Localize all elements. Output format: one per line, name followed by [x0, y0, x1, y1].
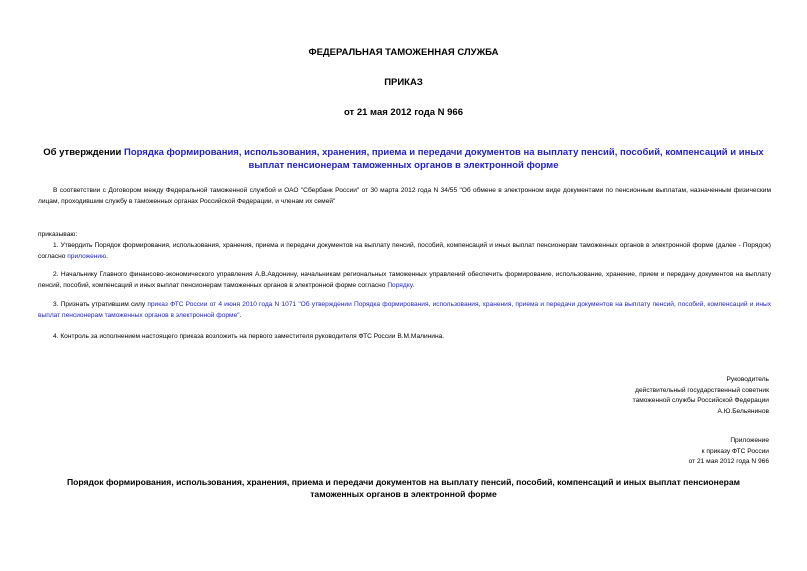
item-3-paragraph — [38, 300, 771, 321]
item-1-end: . — [106, 252, 108, 260]
appendix-ref-line-2: к приказу ФТС России — [701, 447, 769, 455]
order-title — [40, 146, 767, 172]
item-3-text: 3. Признать утратившим силу — [53, 301, 148, 308]
preamble-paragraph: В соответствии с Договором между Федеральной таможенной службой и ОАО "Сбербанк России" от 30 марта 2012 года N 34/55 "Об обмене в электронном виде документами по пенсионным выплатам, назначенным физическим лицам, проходившим службу в таможенных органах Российской Федерации, и членам их семей" — [38, 187, 771, 205]
signature-block — [633, 375, 769, 417]
doc-type-heading: ПРИКАЗ — [384, 77, 423, 88]
item-3-end: . — [239, 311, 242, 319]
appendix-ref-line-1: Приложение — [730, 437, 769, 444]
item-3-link[interactable]: приказ ФТС России от 4 июня 2010 года N 1071 "Об утверждении Порядка формирования, использования, хранения, приема и передачи документов на выплату пенсий, пособий, компенсаций и иных выплат пенсионерам таможенных органов в электронной форме" — [38, 301, 771, 319]
appendix-ref-line-3: от 21 мая 2012 года N 966 — [688, 458, 769, 465]
signature-rank: действительный государственный советник — [635, 386, 769, 394]
date-number-heading: от 21 мая 2012 года N 966 — [343, 107, 464, 118]
signature-rank-cont: таможенной службы Российской Федерации — [632, 397, 769, 404]
item-1-text: 1. Утвердить Порядок формирования, использования, хранения, приема и передачи документов на выплату пенсий, пособий, компенсаций и иных выплат пенсионерам таможенных органов в электронной форме (далее - Порядок) согласно — [38, 242, 771, 260]
item-4-paragraph: 4. Контроль за исполнением настоящего приказа возложить на первого заместителя руководителя ФТС России В.М.Малинина. — [53, 333, 445, 340]
item-2-end: . — [412, 281, 415, 289]
order-title-prefix: Об утверждении — [43, 147, 124, 158]
item-1-paragraph — [38, 241, 771, 262]
appendix-title: Порядок формирования, использования, хранения, приема и передачи документов на выплату пенсий, пособий, компенсаций и иных выплат пенсионерам таможенных органов в электронной форме — [66, 477, 741, 499]
order-title-link[interactable]: Порядка формирования, использования, хранения, приема и передачи документов на выплату пенсий, пособий, компенсаций и иных выплат пенсионерам таможенных органов в электронной форме — [124, 147, 764, 171]
appendix-reference — [689, 436, 769, 468]
item-2-link[interactable]: Порядку — [387, 281, 413, 289]
agency-heading: ФЕДЕРАЛЬНАЯ ТАМОЖЕННАЯ СЛУЖБА — [308, 47, 499, 58]
order-word: приказываю: — [38, 231, 78, 238]
item-2-paragraph — [38, 270, 771, 291]
item-2-text: 2. Начальнику Главного финансово-экономического управления А.В.Авдонину, начальникам региональных таможенных управлений обеспечить формирование, использование, хранение, прием и передачу документов на выплату пенсий, пособий, компенсаций и иных выплат пенсионерам таможенных органов в электронной форме согласно — [38, 271, 771, 289]
signature-name: А.Ю.Бельянинов — [717, 407, 769, 415]
signature-position: Руководитель — [726, 376, 769, 383]
item-1-link[interactable]: приложению — [67, 252, 107, 260]
